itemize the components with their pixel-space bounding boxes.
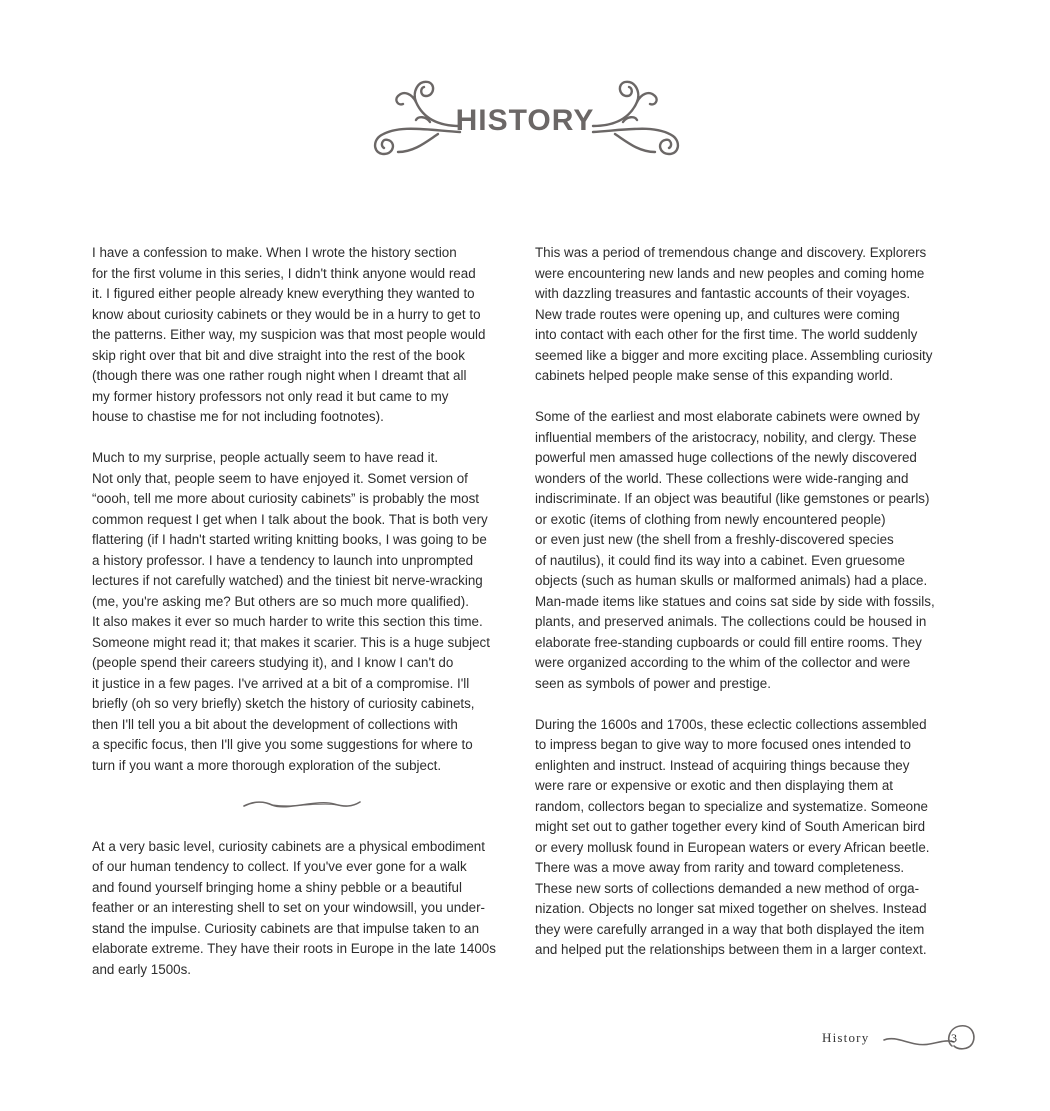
paragraph-surprise [92, 448, 517, 776]
text-line: for the first volume in this series, I didn't think anyone would read [92, 265, 476, 281]
text-line: of our human tendency to collect. If you've ever gone for a walk [92, 859, 467, 874]
text-line: seemed like a bigger and more exciting place. Assembling curiosity [535, 347, 933, 363]
text-line: the patterns. Either way, my suspicion was that most people would [92, 327, 486, 342]
text-line: During the 1600s and 1700s, these eclectic collections assembled [535, 716, 927, 732]
text-line: of nautilus), it could find its way into a cabinet. Even gruesome [535, 552, 905, 568]
text-line: enlighten and instruct. Instead of acquiring things because they [535, 757, 910, 773]
text-line: might set out to gather together every kind of South American bird [535, 819, 926, 834]
text-line: or even just new (the shell from a freshly-discovered species [535, 532, 894, 547]
text-line: I have a confession to make. When I wrote the history section [92, 245, 457, 260]
text-line: indiscriminate. If an object was beautiful (like gemstones or pearls) [535, 491, 930, 506]
text-line: nization. Objects no longer sat mixed together on shelves. Instead [535, 901, 927, 916]
text-line: Man-made items like statues and coins sat side by side with fossils, [535, 593, 935, 609]
text-line: Much to my surprise, people actually seem to have read it. [92, 450, 439, 465]
text-line: (though there was one rather rough night when I dreamt that all [92, 368, 467, 383]
paragraph-confession [92, 243, 517, 428]
text-line: wonders of the world. These collections were wide-ranging and [535, 470, 909, 486]
text-line: influential members of the aristocracy, nobility, and clergy. These [535, 429, 917, 445]
page-number: 3 [951, 1031, 957, 1045]
text-line: feather or an interesting shell to set on your windowsill, you under- [92, 900, 486, 915]
text-line: common request I get when I talk about the book. That is both very [92, 511, 488, 527]
text-line: plants, and preserved animals. The collections could be housed in [535, 614, 927, 629]
running-section-label: History [822, 1030, 870, 1045]
left-text-column [92, 243, 517, 1001]
page-footer [820, 1018, 980, 1054]
text-line: These new sorts of collections demanded a new method of orga- [535, 880, 920, 896]
flourish-right-icon [585, 72, 685, 160]
page-title: HISTORY [455, 104, 595, 137]
text-line: were rare or expensive or exotic and then displaying them at [535, 778, 894, 793]
text-line: were organized according to the whim of the collector and were [535, 655, 911, 670]
page-header [0, 70, 1050, 165]
text-line: turn if you want a more thorough exploration of the subject. [92, 757, 442, 773]
text-line: lectures if not carefully watched) and the tiniest bit nerve-wracking [92, 573, 483, 588]
text-line: “oooh, tell me more about curiosity cabinets” is probably the most [92, 491, 480, 506]
text-line: (people spend their careers studying it), and I know I can't do [92, 655, 454, 670]
text-line: they were carefully arranged in a way that both displayed the item [535, 921, 925, 937]
text-line: a specific focus, then I'll give you some suggestions for where to [92, 737, 473, 752]
text-line: This was a period of tremendous change and discovery. Explorers [535, 245, 927, 260]
text-line: skip right over that bit and dive straight into the rest of the book [92, 347, 465, 363]
text-line: Some of the earliest and most elaborate cabinets were owned by [535, 409, 920, 424]
text-line: it. I figured either people already knew everything they wanted to [92, 286, 475, 301]
text-line: with dazzling treasures and fantastic accounts of their voyages. [535, 286, 911, 301]
text-line: know about curiosity cabinets or they would be in a hurry to get to [92, 306, 481, 322]
paragraph-basic-level [92, 837, 517, 981]
text-line: (me, you're asking me? But others are so much more qualified). [92, 593, 469, 609]
text-line: it justice in a few pages. I've arrived at a bit of a compromise. I'll [92, 675, 470, 691]
text-line: random, collectors began to specialize and systematize. Someone [535, 798, 929, 814]
text-line: flattering (if I hadn't started writing knitting books, I was going to be [92, 532, 487, 547]
text-line: seen as symbols of power and prestige. [535, 675, 771, 691]
paragraph-earliest-cabinets [535, 407, 960, 694]
text-line: and helped put the relationships between them in a larger context. [535, 942, 927, 957]
text-line: Someone might read it; that makes it scarier. This is a huge subject [92, 634, 490, 650]
text-line: elaborate extreme. They have their roots in Europe in the late 1400s [92, 941, 496, 956]
text-line: or every mollusk found in European waters or every African beetle. [535, 839, 930, 855]
text-line: New trade routes were opening up, and cultures were coming [535, 306, 900, 322]
text-line: were encountering new lands and new peoples and coming home [535, 265, 925, 281]
text-line: cabinets helped people make sense of this expanding world. [535, 368, 894, 383]
text-line: At a very basic level, curiosity cabinets are a physical embodiment [92, 838, 485, 854]
text-line: and early 1500s. [92, 961, 192, 977]
text-line: It also makes it ever so much harder to write this section this time. [92, 614, 483, 629]
paragraph-period-of-change [535, 243, 960, 387]
text-line: my former history professors not only read it but came to my [92, 388, 449, 404]
text-line: briefly (oh so very briefly) sketch the history of curiosity cabinets, [92, 696, 475, 711]
text-line: house to chastise me for not including footnotes). [92, 409, 384, 424]
text-line: stand the impulse. Curiosity cabinets are that impulse taken to an [92, 920, 480, 936]
footer-swash-icon [882, 1020, 978, 1052]
text-line: and found yourself bringing home a shiny pebble or a beautiful [92, 879, 462, 895]
text-line: or exotic (items of clothing from newly encountered people) [535, 511, 886, 527]
text-line: There was a move away from rarity and toward completeness. [535, 860, 905, 875]
right-text-column [535, 243, 960, 981]
section-divider-flourish-icon [92, 797, 517, 817]
text-line: a history professor. I have a tendency to launch into unprompted [92, 552, 474, 568]
text-line: elaborate free-standing cupboards or could fill entire rooms. They [535, 634, 922, 650]
text-line: to impress began to give way to more focused ones intended to [535, 737, 911, 752]
text-line: into contact with each other for the first time. The world suddenly [535, 327, 918, 342]
text-line: Not only that, people seem to have enjoyed it. Somet version of [92, 470, 468, 486]
text-line: then I'll tell you a bit about the development of collections with [92, 716, 458, 732]
text-line: powerful men amassed huge collections of the newly discovered [535, 450, 917, 465]
text-line: objects (such as human skulls or malformed animals) had a place. [535, 573, 928, 588]
paragraph-1600s-1700s [535, 715, 960, 961]
